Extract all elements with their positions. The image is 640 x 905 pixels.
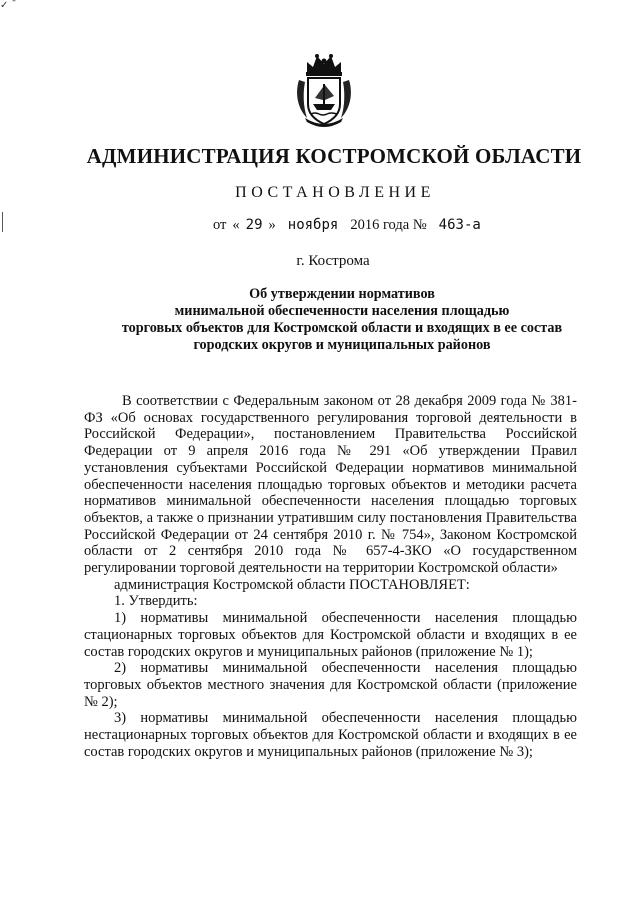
organization-title: АДМИНИСТРАЦИЯ КОСТРОМСКОЙ ОБЛАСТИ	[86, 144, 582, 168]
subitem-2-paragraph: 2) нормативы минимальной обеспеченности населения площадью торговых объектов местного значения для Костромской области (приложение № 2);	[84, 660, 577, 710]
day-quote-close: »	[268, 217, 276, 233]
document-type: ПОСТАНОВЛЕНИЕ	[235, 184, 435, 201]
subject-line: Об утверждении нормативов	[249, 286, 435, 302]
scan-edge-mark	[2, 212, 3, 232]
day-quote-open: «	[232, 217, 240, 233]
preamble-paragraph: В соответствии с Федеральным законом от 28 декабря 2009 года № 381-ФЗ «Об основах государственного регулирования торговой деятельности в Российской Федерации», постановлением Правительства Российской Федерации от 9 апреля 2016 года № 291 «Об утверждении Правил установления субъектами Российской Федерации нормативов минимальной обеспеченности населения площадью торговых объектов и методики расчета нормативов минимальной обеспеченности населения площадью торговых объектов, а также о признании утратившим силу постановления Правительства Российской Федерации от 24 сентября 2010 г. № 754», Законом Костромской области от 2 сентября 2010 года № 657-4-ЗКО «О государственном регулировании торговой деятельности на территории Костромской области»	[84, 393, 577, 577]
subject-line: минимальной обеспеченности населения площадью	[174, 303, 510, 319]
date-day: 29	[245, 217, 263, 233]
document-body	[84, 393, 577, 760]
subitem-3-paragraph: 3) нормативы минимальной обеспеченности населения площадью нестационарных торговых объектов для Костромской области и входящих в ее состав городских округов и муниципальных районов (приложение № 3);	[84, 710, 577, 760]
subitem-1-paragraph: 1) нормативы минимальной обеспеченности населения площадью стационарных торговых объектов для Костромской области и входящих в ее состав городских округов и муниципальных районов (приложение № 1);	[84, 610, 577, 660]
document-subject	[92, 286, 592, 354]
document-number: 463-а	[438, 217, 481, 233]
item-1-paragraph: 1. Утвердить:	[114, 593, 198, 610]
city-line: г. Кострома	[296, 253, 370, 269]
subject-line: торговых объектов для Костромской области и входящих в ее состав	[121, 320, 563, 336]
date-month: ноября	[287, 217, 339, 233]
date-year-number: 2016 года №	[350, 217, 427, 233]
coat-of-arms-icon	[295, 52, 353, 128]
subject-line: городских округов и муниципальных районов	[193, 337, 491, 353]
scan-corner-mark: ✓ ¯	[0, 0, 17, 11]
date-prefix: от	[213, 217, 227, 233]
resolves-paragraph: администрация Костромской области ПОСТАНОВЛЯЕТ:	[114, 576, 470, 593]
date-line	[213, 217, 481, 234]
